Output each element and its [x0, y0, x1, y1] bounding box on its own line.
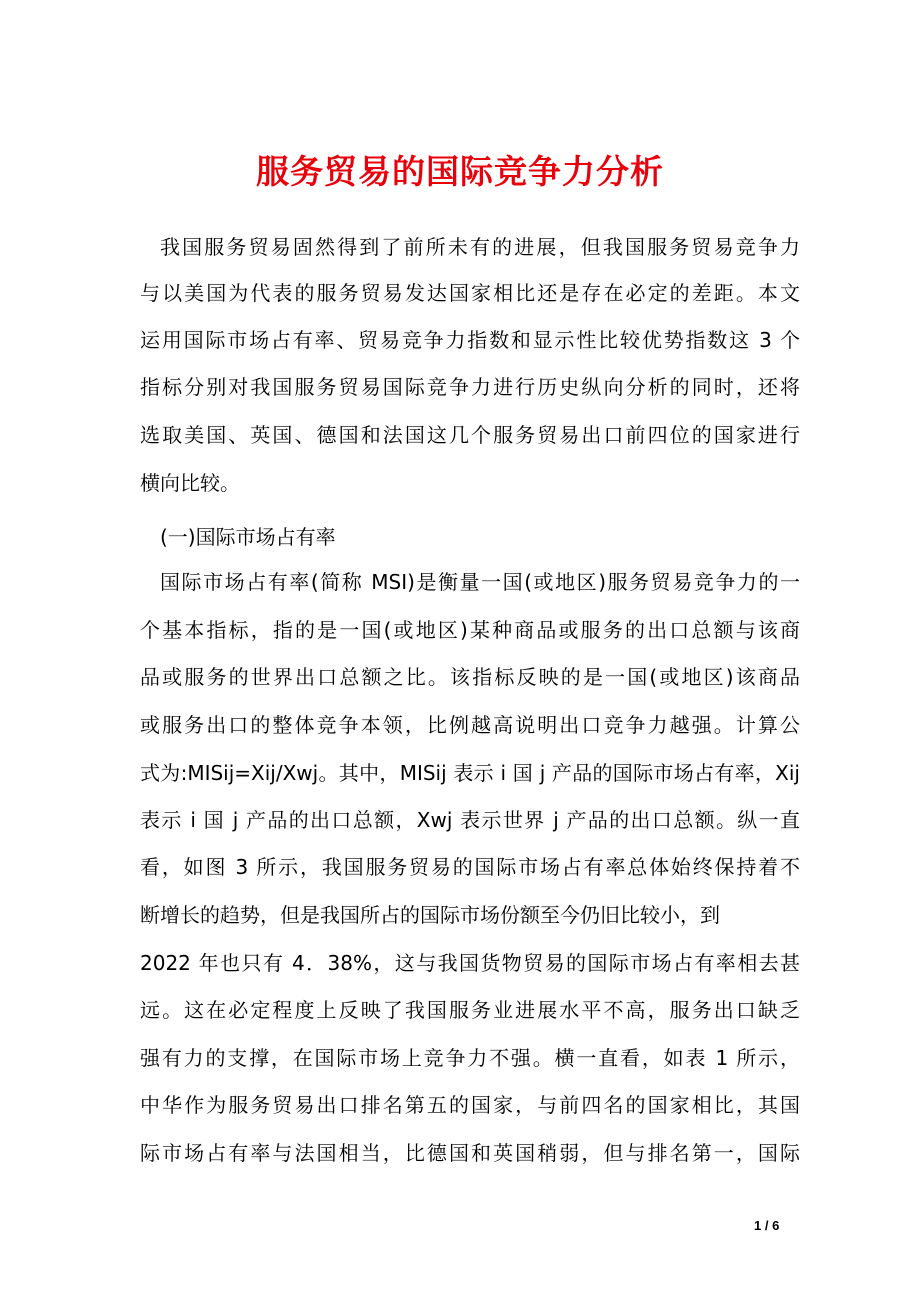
paragraph-line: 中华作为服务贸易出口排名第五的国家，与前四名的国家相比，其国 [140, 1093, 800, 1117]
document-title: 服务贸易的国际竞争力分析 [256, 152, 664, 191]
paragraph-line: 品或服务的世界出口总额之比。该指标反映的是一国(或地区)该商品 [140, 665, 800, 689]
paragraph-line: 远。这在必定程度上反映了我国服务业进展水平不高，服务出口缺乏 [140, 998, 800, 1022]
paragraph-line: 运用国际市场占有率、贸易竞争力指数和显示性比较优势指数这 3 个 [140, 328, 800, 352]
paragraph-line: 我国服务贸易固然得到了前所未有的进展，但我国服务贸易竞争力 [160, 235, 800, 259]
paragraph-line: 表示 i 国 j 产品的出口总额，Xwj 表示世界 j 产品的出口总额。纵一直 [140, 808, 800, 832]
paragraph-line: 际市场占有率与法国相当，比德国和英国稍弱，但与排名第一，国际 [140, 1141, 800, 1165]
paragraph-line: 式为:MISij=Xij/Xwj。其中，MISij 表示 i 国 j 产品的国际市场占有率，Xij [140, 761, 800, 785]
section-heading: (一)国际市场占有率 [160, 525, 336, 549]
page-number: 1 / 6 [754, 1218, 780, 1233]
paragraph-line: 断增长的趋势，但是我国所占的国际市场份额至今仍旧比较小，到 [140, 903, 720, 927]
paragraph-line: 强有力的支撑，在国际市场上竞争力不强。横一直看，如表 1 所示， [140, 1046, 800, 1070]
paragraph-line: 或服务出口的整体竞争本领，比例越高说明出口竞争力越强。计算公 [140, 713, 800, 737]
paragraph-line: 2022 年也只有 4．38%，这与我国货物贸易的国际市场占有率相去甚 [140, 951, 800, 975]
paragraph-line: 与以美国为代表的服务贸易发达国家相比还是存在必定的差距。本文 [140, 281, 800, 305]
paragraph-line: 横向比较。 [140, 471, 240, 495]
paragraph-line: 个基本指标，指的是一国(或地区)某种商品或服务的出口总额与该商 [140, 618, 800, 642]
paragraph-line: 看，如图 3 所示，我国服务贸易的国际市场占有率总体始终保持着不 [140, 855, 800, 879]
paragraph-line: 国际市场占有率(简称 MSI)是衡量一国(或地区)服务贸易竞争力的一 [160, 570, 800, 594]
paragraph-line: 选取美国、英国、德国和法国这几个服务贸易出口前四位的国家进行 [140, 423, 800, 447]
paragraph-line: 指标分别对我国服务贸易国际竞争力进行历史纵向分析的同时，还将 [140, 375, 800, 399]
